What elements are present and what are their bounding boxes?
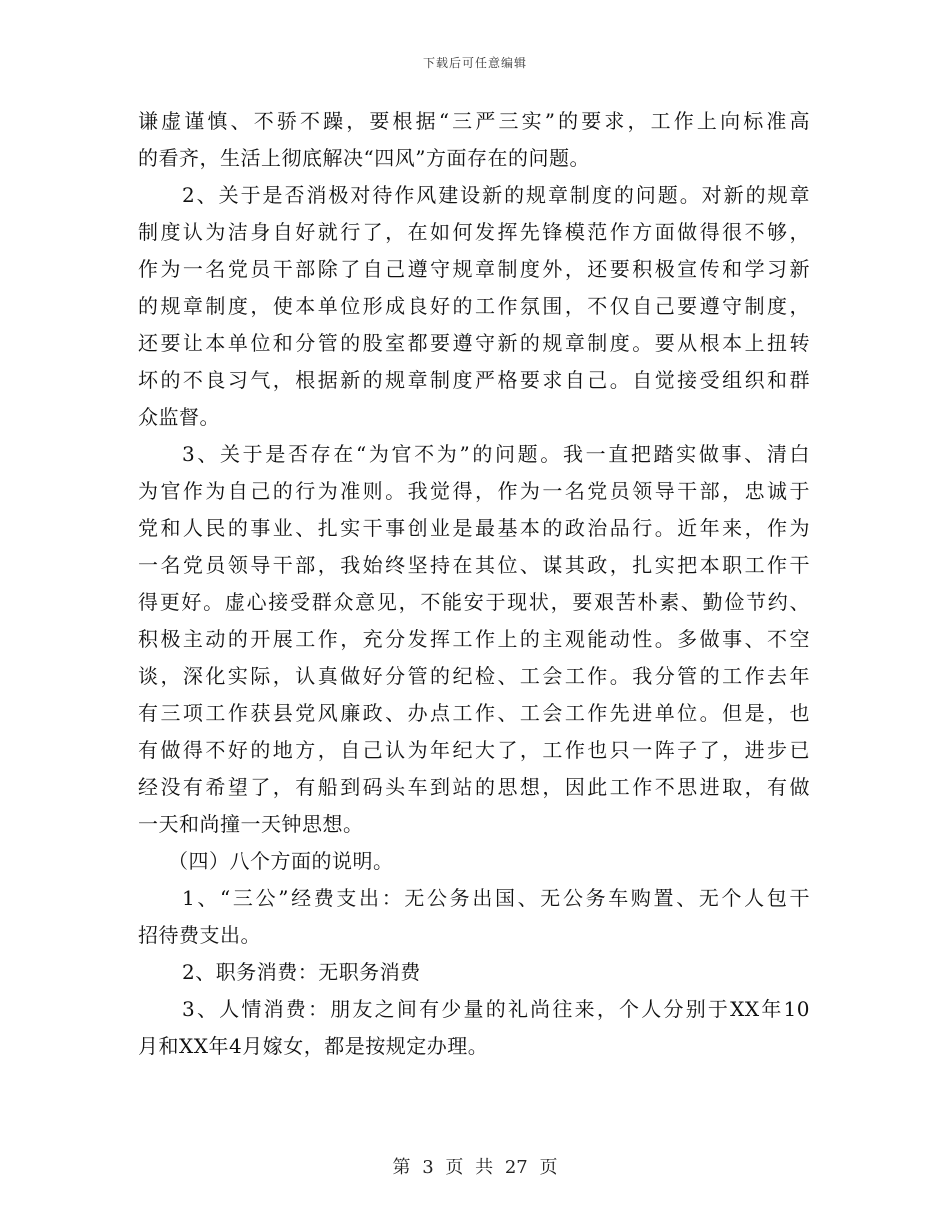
text-line: 经没有希望了，有船到码头车到站的思想，因此工作不思进取，有做 (138, 775, 810, 799)
paragraph-start-line: 3、关于是否存在“为官不为”的问题。我一直把踏实做事、清白 (182, 442, 810, 466)
text-line: 党和人民的事业、扎实干事创业是最基本的政治品行。近年来，作为 (138, 516, 810, 540)
text-line: 积极主动的开展工作，充分发挥工作上的主观能动性。多做事、不空 (138, 627, 810, 651)
text-line: 有做得不好的地方，自己认为年纪大了，工作也只一阵子了，进步已 (138, 738, 810, 762)
paragraph-start-line: 2、职务消费：无职务消费 (182, 960, 421, 984)
document-body (138, 103, 810, 1065)
text-line: 坏的不良习气，根据新的规章制度严格要求自己。自觉接受组织和群 (138, 368, 810, 392)
text-line: 制度认为洁身自好就行了，在如何发挥先锋模范作方面做得很不够， (138, 220, 810, 244)
text-line: 一名党员领导干部，我始终坚持在其位、谋其政，扎实把本职工作干 (138, 553, 810, 577)
paragraph-start-line: 1、“三公”经费支出：无公务出国、无公务车购置、无个人包干 (182, 886, 810, 910)
text-line: 有三项工作获县党风廉政、办点工作、工会工作先进单位。但是，也 (138, 701, 810, 725)
text-line: 招待费支出。 (138, 923, 261, 947)
text-line: 谈，深化实际，认真做好分管的纪检、工会工作。我分管的工作去年 (138, 664, 810, 688)
text-line: 的看齐，生活上彻底解决“四风”方面存在的问题。 (138, 146, 590, 170)
text-line: 一天和尚撞一天钟思想。 (138, 812, 364, 836)
text-line: 众监督。 (138, 405, 220, 429)
section-heading: （四）八个方面的说明。 (168, 849, 394, 873)
text-line: 为官作为自己的行为准则。我觉得，作为一名党员领导干部，忠诚于 (138, 479, 810, 503)
text-line: 谦虚谨慎、不骄不躁，要根据“三严三实”的要求，工作上向标准高 (138, 109, 810, 133)
text-line: 的规章制度，使本单位形成良好的工作氛围，不仅自己要遵守制度， (138, 294, 810, 318)
page-header: 下载后可任意编辑 (422, 56, 527, 70)
text-line: 月和XX年4月嫁女，都是按规定办理。 (138, 1034, 489, 1058)
text-line: 还要让本单位和分管的股室都要遵守新的规章制度。要从根本上扭转 (138, 331, 810, 355)
text-line: 得更好。虚心接受群众意见，不能安于现状，要艰苦朴素、勤俭节约、 (138, 590, 810, 614)
text-line: 作为一名党员干部除了自己遵守规章制度外，还要积极宣传和学习新 (138, 257, 810, 281)
page-number: 第 3 页 共 27 页 (392, 1157, 558, 1178)
paragraph-start-line: 3、人情消费：朋友之间有少量的礼尚往来，个人分别于XX年10 (182, 997, 810, 1021)
paragraph-start-line: 2、关于是否消极对待作风建设新的规章制度的问题。对新的规章 (182, 183, 810, 207)
